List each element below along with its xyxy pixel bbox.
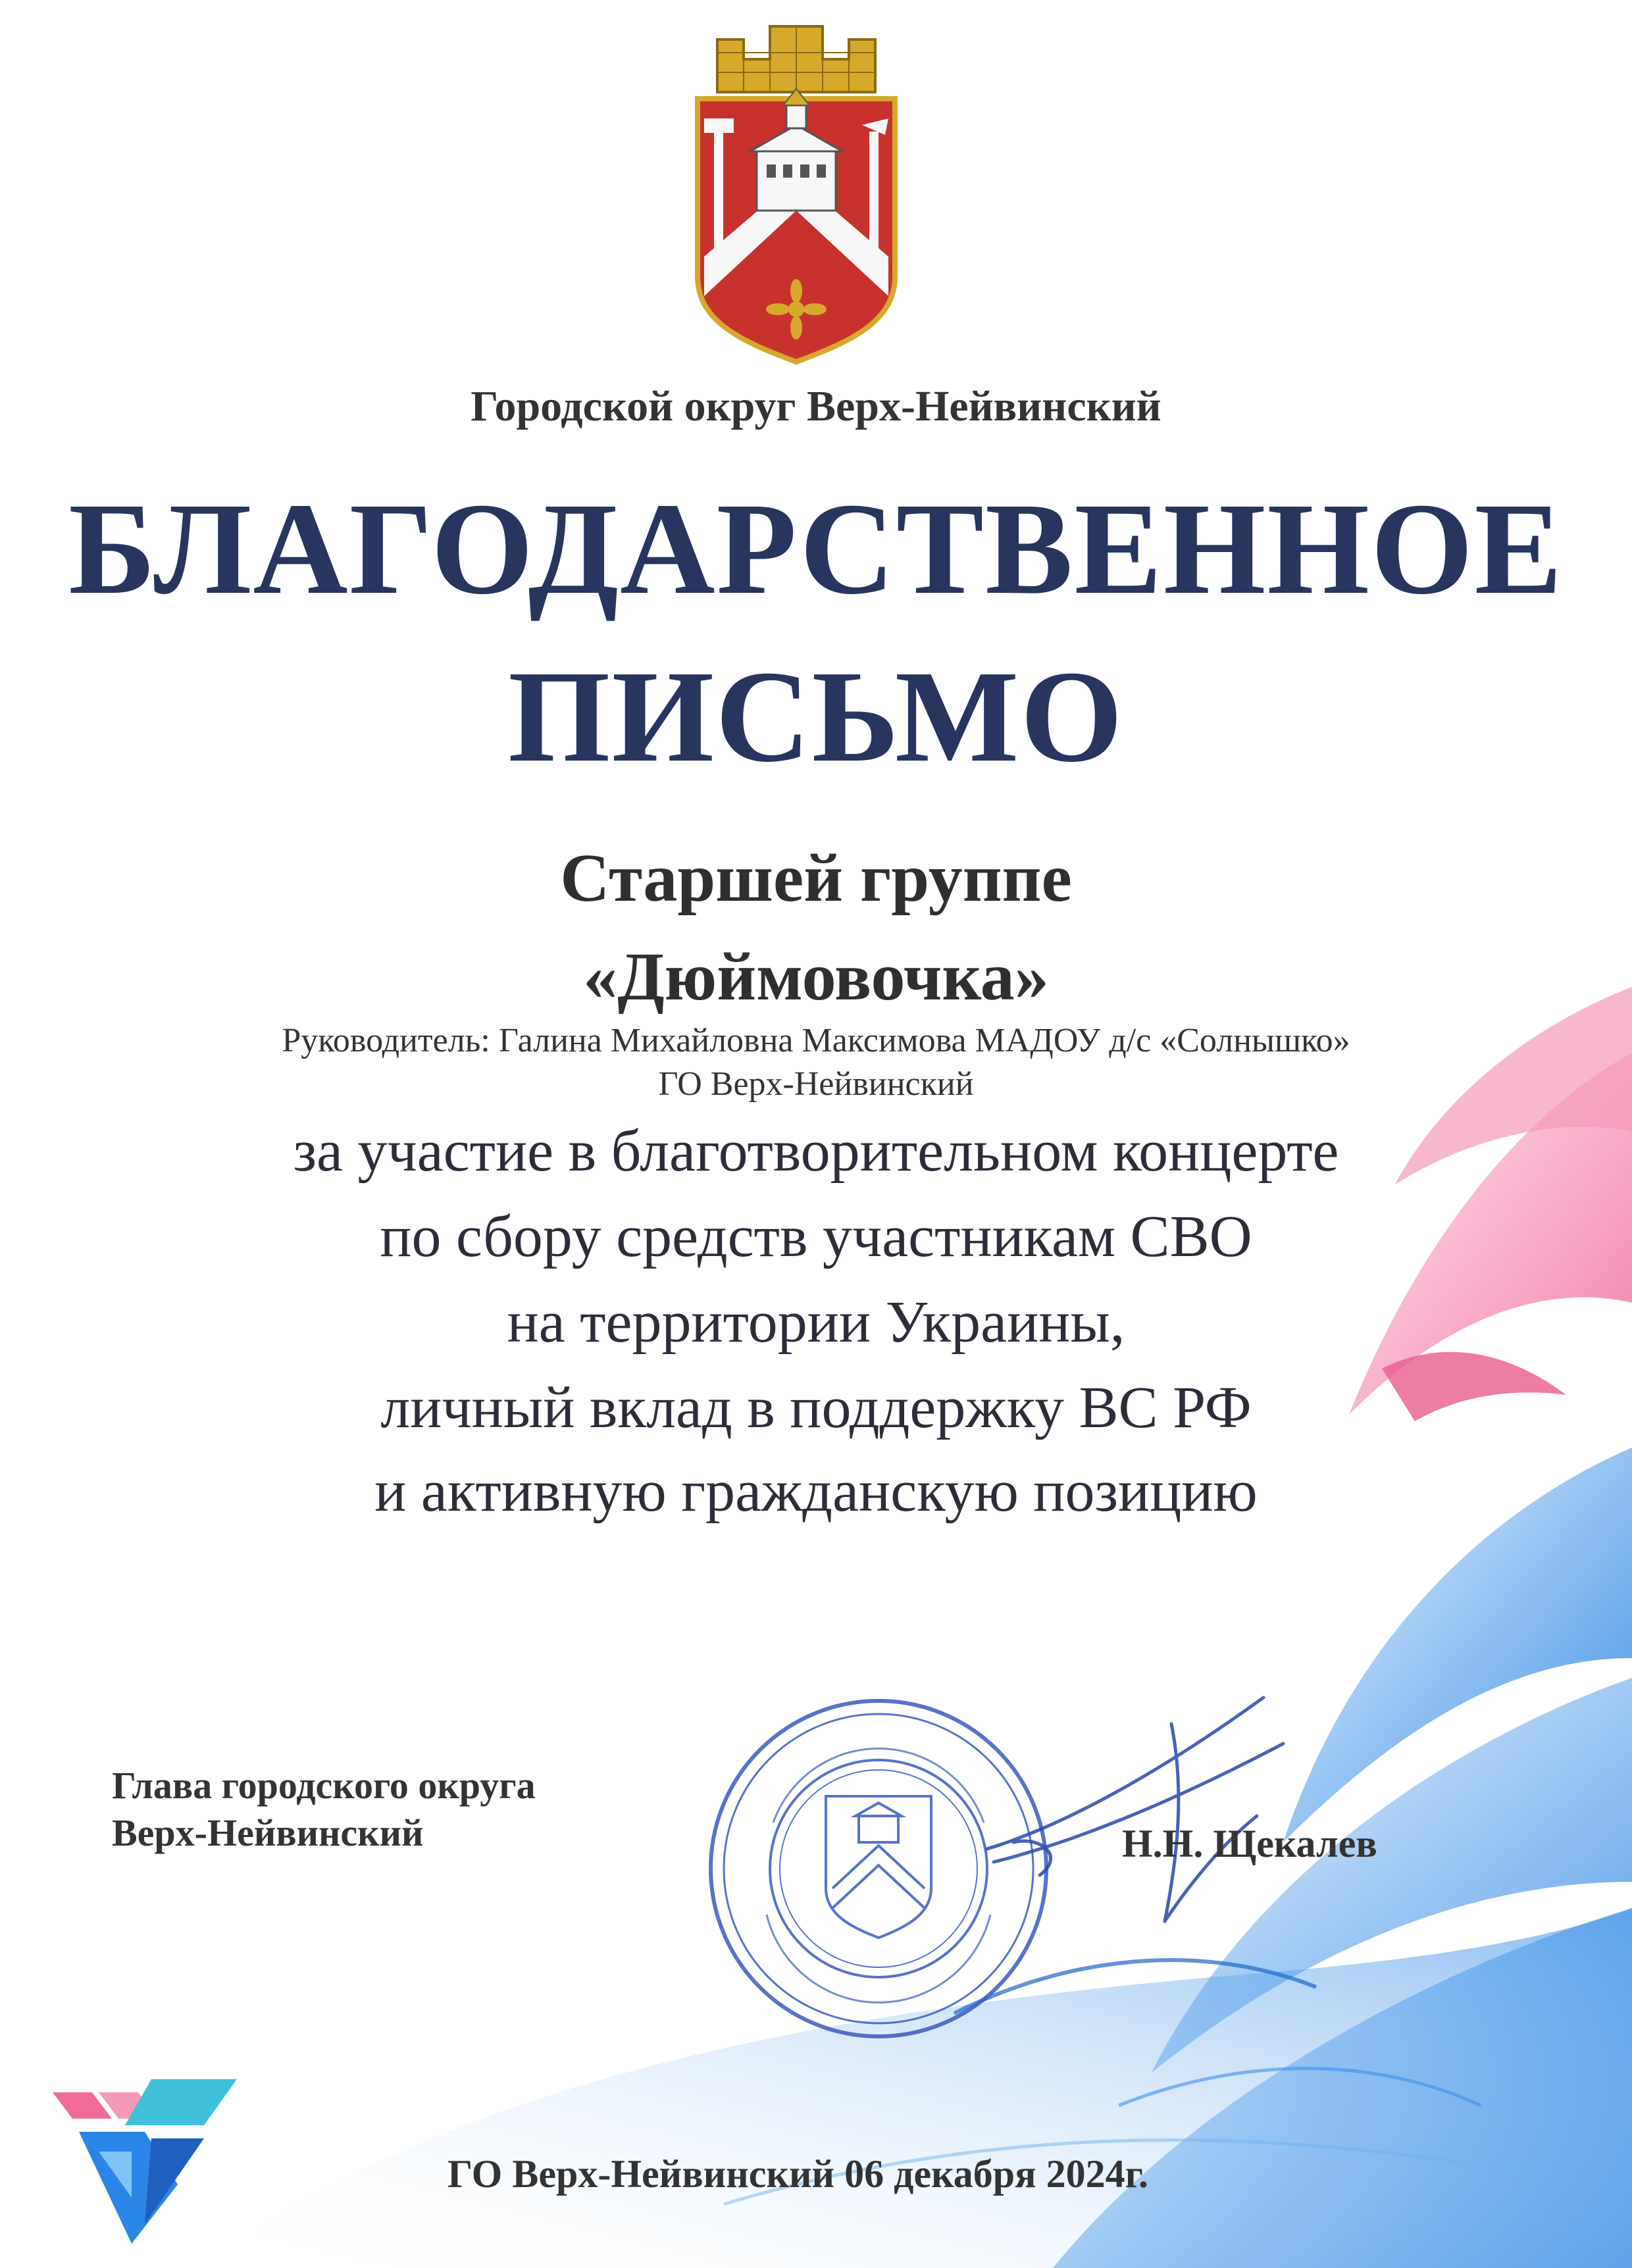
reason-line: по сбору средств участникам СВО <box>380 1204 1252 1269</box>
document-title-line1: БЛАГОДАРСТВЕННОЕ <box>68 476 1564 622</box>
reason-line: личный вклад в поддержку ВС РФ <box>380 1375 1252 1440</box>
signatory-name: Н.Н. Щекалев <box>1122 1822 1377 1865</box>
recipient-line1: Старшей группе <box>560 840 1072 916</box>
reason-line: и активную гражданскую позицию <box>374 1459 1258 1524</box>
signatory-title-line1: Глава городского округа <box>112 1764 536 1807</box>
leader-line1: Руководитель: Галина Михайловна Максимова МАДОУ д/с «Солнышко» <box>282 1022 1350 1059</box>
corner-logo <box>53 2066 243 2244</box>
signatory-title-line2: Верх-Нейвинский <box>112 1811 424 1854</box>
reason-line: на территории Украины, <box>507 1290 1125 1355</box>
recipient-line2: «Дюймовочка» <box>583 939 1049 1015</box>
document-title-line2: ПИСЬМО <box>507 644 1125 790</box>
district-subtitle: Городской округ Верх-Нейвинский <box>471 382 1161 430</box>
reason-line: за участие в благотворительном концерте <box>293 1119 1339 1184</box>
coat-of-arms-emblem <box>678 13 915 368</box>
leader-line2: ГО Верх-Нейвинский <box>658 1065 974 1103</box>
place-and-date: ГО Верх-Нейвинский 06 декабря 2024г. <box>447 2152 1149 2196</box>
